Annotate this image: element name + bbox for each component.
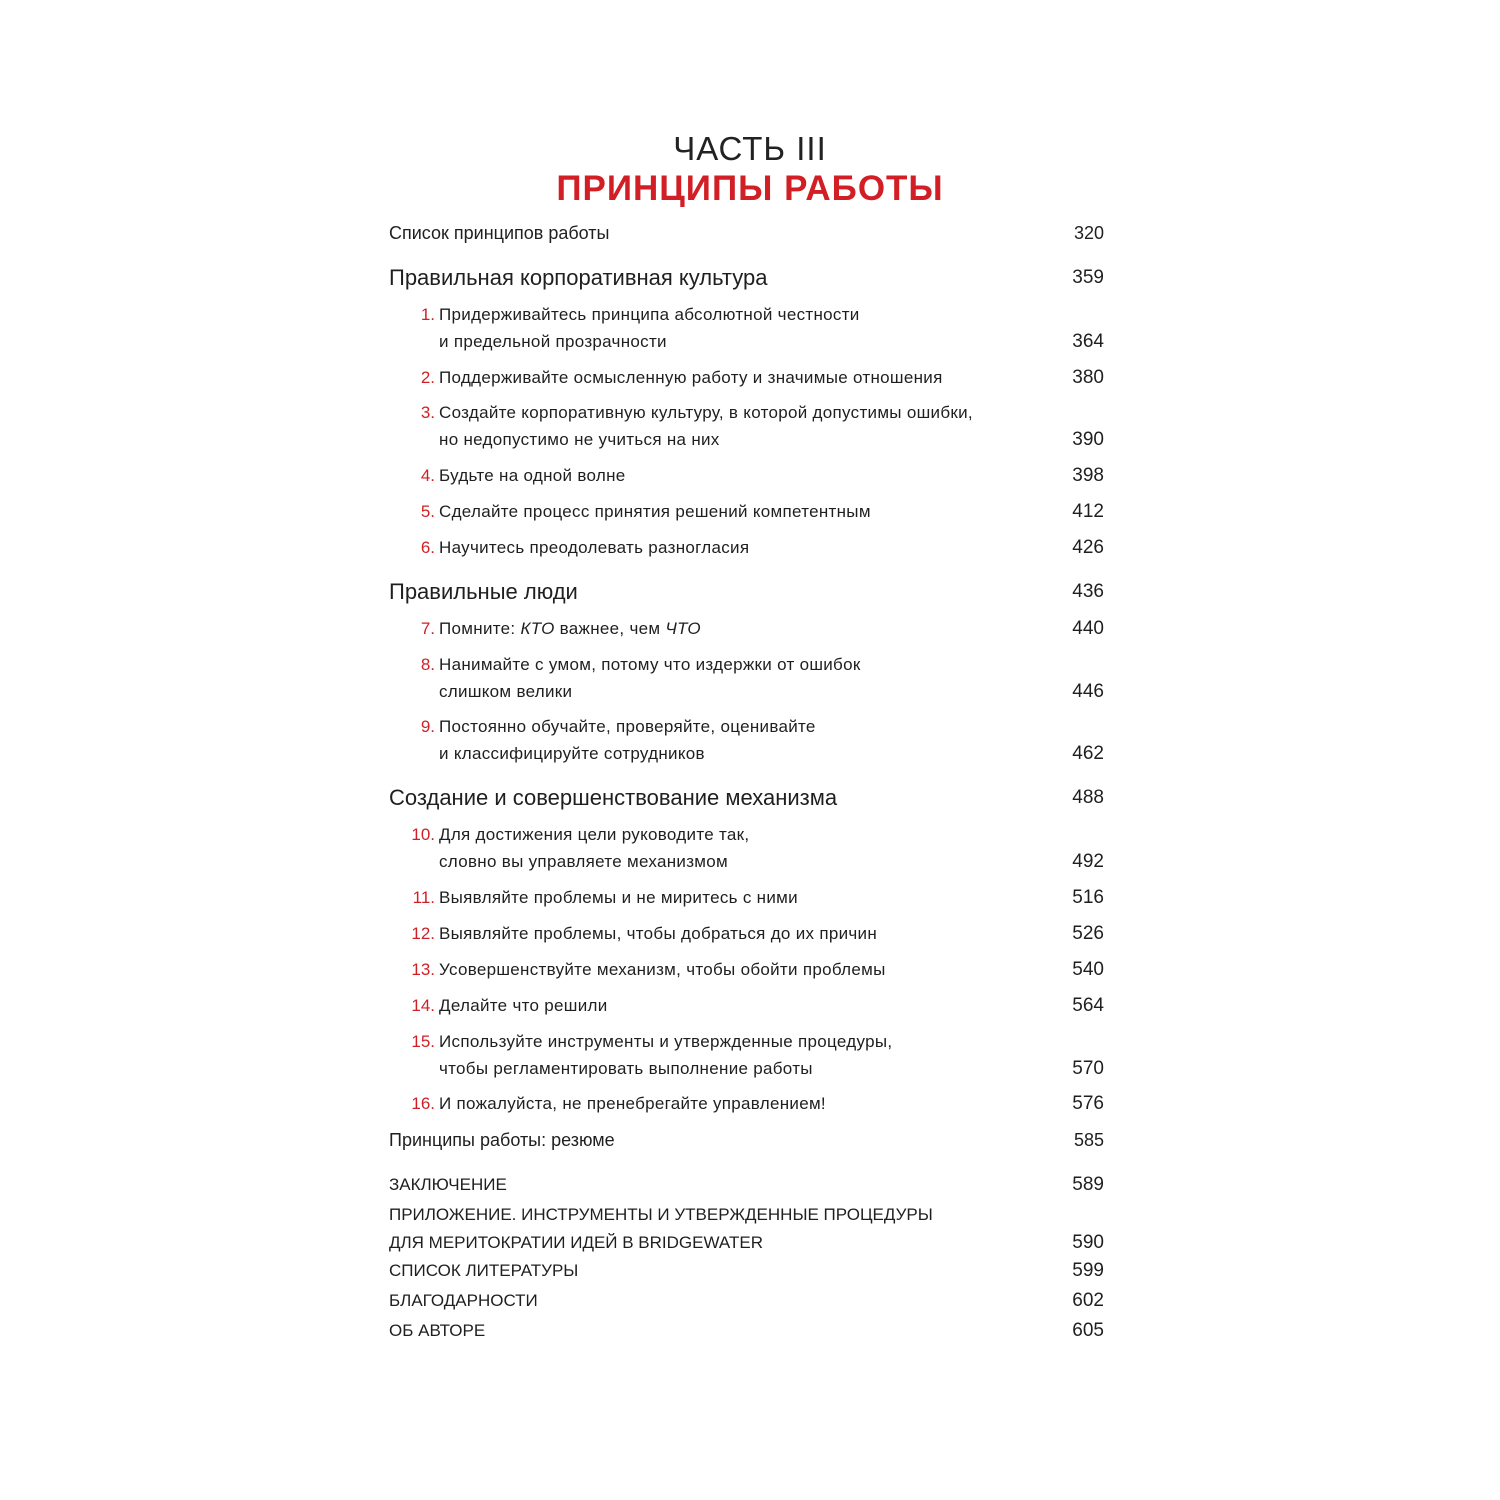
item-page: 446 xyxy=(1072,681,1104,702)
item-page: 576 xyxy=(1072,1093,1104,1114)
toc-item-3[interactable] xyxy=(389,399,1104,453)
toc-item-1[interactable] xyxy=(389,301,1104,355)
item-line: словно вы управляете механизмом xyxy=(439,852,729,871)
item-number: 10. xyxy=(411,825,435,844)
item-line: Помните: КТО важнее, чем ЧТО xyxy=(439,619,701,638)
toc-section-people[interactable] xyxy=(389,577,1104,607)
section-page: 436 xyxy=(1072,581,1104,602)
toc-entry-literature[interactable] xyxy=(389,1257,1104,1285)
entry-page: 320 xyxy=(1073,223,1104,243)
item-number: 14. xyxy=(411,996,435,1015)
toc-item-4[interactable] xyxy=(389,462,1104,489)
item-page: 440 xyxy=(1072,618,1104,639)
item-number: 2. xyxy=(420,368,435,387)
item-line: Усовершенствуйте механизм, чтобы обойти проблемы xyxy=(439,960,886,979)
toc-item-10[interactable] xyxy=(389,821,1104,875)
item-number: 12. xyxy=(411,924,435,943)
item-page: 492 xyxy=(1072,851,1104,872)
item-line: Придерживайтесь принципа абсолютной честности xyxy=(439,305,860,324)
toc-entry-thanks[interactable] xyxy=(389,1287,1104,1315)
entry-page: 599 xyxy=(1072,1260,1104,1281)
toc-item-14[interactable] xyxy=(389,992,1104,1019)
part-title: ПРИНЦИПЫ РАБОТЫ xyxy=(556,169,944,208)
section-page: 359 xyxy=(1072,267,1104,288)
item-number: 3. xyxy=(420,403,435,422)
part-header xyxy=(0,128,1500,210)
section-label: Правильные люди xyxy=(389,579,578,604)
toc-entry-author[interactable] xyxy=(389,1317,1104,1345)
toc-item-6[interactable] xyxy=(389,534,1104,561)
entry-label: ОБ АВТОРЕ xyxy=(389,1321,486,1340)
item-number: 8. xyxy=(420,655,435,674)
item-line: Нанимайте с умом, потому что издержки от ошибок xyxy=(439,655,861,674)
toc-item-11[interactable] xyxy=(389,884,1104,911)
item-line: Создайте корпоративную культуру, в которой допустимы ошибки, xyxy=(439,403,973,422)
item-line: Используйте инструменты и утвержденные процедуры, xyxy=(439,1032,893,1051)
item-line: И пожалуйста, не пренебрегайте управлением! xyxy=(439,1094,826,1113)
item-number: 6. xyxy=(420,538,435,557)
item-number: 4. xyxy=(420,466,435,485)
item-line: Для достижения цели руководите так, xyxy=(439,825,750,844)
item-line: и классифицируйте сотрудников xyxy=(439,744,705,763)
entry-label: ЗАКЛЮЧЕНИЕ xyxy=(389,1175,507,1194)
item-line: Постоянно обучайте, проверяйте, оценивайте xyxy=(439,717,816,736)
item-line: Сделайте процесс принятия решений компетентным xyxy=(439,502,871,521)
item-number: 13. xyxy=(411,960,435,979)
toc-item-2[interactable] xyxy=(389,364,1104,391)
section-page: 488 xyxy=(1072,787,1104,808)
item-number: 15. xyxy=(411,1032,435,1051)
toc-item-7[interactable] xyxy=(389,615,1104,642)
item-line: Поддерживайте осмысленную работу и значимые отношения xyxy=(439,368,943,387)
item-page: 426 xyxy=(1072,537,1104,558)
item-line: но недопустимо не учиться на них xyxy=(439,430,720,449)
item-page: 570 xyxy=(1072,1058,1104,1079)
item-page: 516 xyxy=(1072,887,1104,908)
item-number: 11. xyxy=(412,888,435,907)
item-page: 564 xyxy=(1072,995,1104,1016)
part-label: ЧАСТЬ III xyxy=(673,130,827,167)
item-line: Выявляйте проблемы и не миритесь с ними xyxy=(439,888,798,907)
item-line: Выявляйте проблемы, чтобы добраться до их причин xyxy=(439,924,878,943)
toc-item-9[interactable] xyxy=(389,713,1104,767)
entry-line: ПРИЛОЖЕНИЕ. ИНСТРУМЕНТЫ И УТВЕРЖДЕННЫЕ ПРОЦЕДУРЫ xyxy=(389,1205,933,1224)
toc-item-12[interactable] xyxy=(389,920,1104,947)
toc-entry-conclusion[interactable] xyxy=(389,1171,1104,1199)
entry-page: 590 xyxy=(1072,1232,1104,1253)
toc-section-culture[interactable] xyxy=(389,263,1104,293)
item-number: 7. xyxy=(420,619,435,638)
item-page: 412 xyxy=(1072,501,1104,522)
item-page: 364 xyxy=(1072,331,1104,352)
entry-page: 605 xyxy=(1072,1320,1104,1341)
item-line: Научитесь преодолевать разногласия xyxy=(439,538,750,557)
entry-page: 585 xyxy=(1073,1130,1104,1150)
entry-page: 589 xyxy=(1072,1174,1104,1195)
item-page: 540 xyxy=(1072,959,1104,980)
section-label: Правильная корпоративная культура xyxy=(389,265,768,290)
entry-label: Принципы работы: резюме xyxy=(389,1130,615,1150)
toc-section-machine[interactable] xyxy=(389,783,1104,813)
item-line: слишком велики xyxy=(439,682,573,701)
toc-item-13[interactable] xyxy=(389,956,1104,983)
item-page: 380 xyxy=(1072,367,1104,388)
item-line: и предельной прозрачности xyxy=(439,332,667,351)
item-page: 390 xyxy=(1072,429,1104,450)
section-label: Создание и совершенствование механизма xyxy=(389,785,838,810)
item-page: 398 xyxy=(1072,465,1104,486)
item-number: 5. xyxy=(420,502,435,521)
entry-label: СПИСОК ЛИТЕРАТУРЫ xyxy=(389,1261,579,1280)
item-line: Делайте что решили xyxy=(439,996,608,1015)
item-page: 526 xyxy=(1072,923,1104,944)
toc-entry-appendix[interactable] xyxy=(389,1201,1104,1257)
toc-entry-principles-list[interactable] xyxy=(389,220,1104,246)
entry-label: Список принципов работы xyxy=(389,223,610,243)
item-line: Будьте на одной волне xyxy=(439,466,626,485)
toc-item-15[interactable] xyxy=(389,1028,1104,1082)
toc-item-16[interactable] xyxy=(389,1090,1104,1117)
item-number: 9. xyxy=(420,717,435,736)
item-page: 462 xyxy=(1072,743,1104,764)
item-number: 1. xyxy=(420,305,435,324)
toc-item-5[interactable] xyxy=(389,498,1104,525)
item-line: чтобы регламентировать выполнение работы xyxy=(439,1059,813,1078)
item-number: 16. xyxy=(411,1094,435,1113)
entry-label: БЛАГОДАРНОСТИ xyxy=(389,1291,538,1310)
toc-item-8[interactable] xyxy=(389,651,1104,705)
entry-line: ДЛЯ МЕРИТОКРАТИИ ИДЕЙ В BRIDGEWATER xyxy=(389,1233,763,1252)
toc-entry-summary[interactable] xyxy=(389,1127,1104,1153)
entry-page: 602 xyxy=(1072,1290,1104,1311)
